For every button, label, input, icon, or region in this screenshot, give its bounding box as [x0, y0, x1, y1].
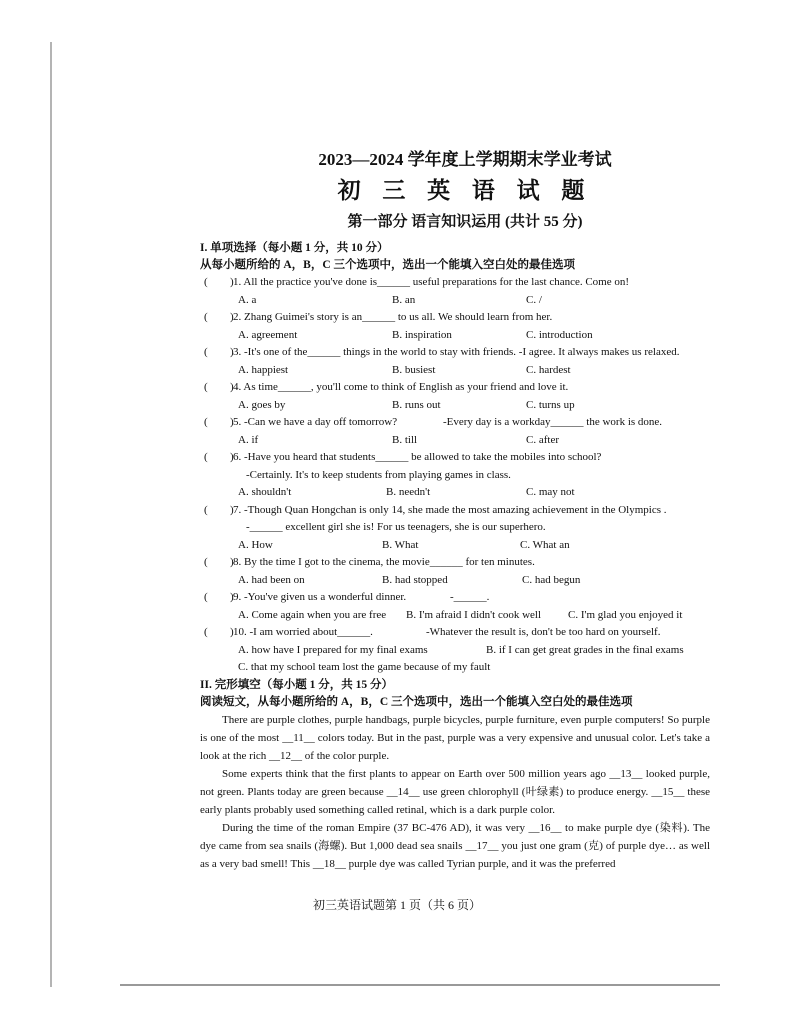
- option-b: B. I'm afraid I didn't cook well: [406, 608, 542, 621]
- question-row: [200, 624, 710, 642]
- option-b: B. needn't: [386, 486, 431, 498]
- answer-paren-close: ): [230, 416, 234, 428]
- question-stem: 4. As time______, you'll come to think of English as your friend and love it.: [233, 381, 569, 393]
- question-stem: 7. -Though Quan Hongchan is only 14, she made the most amazing achievement in the Olympics .: [233, 503, 667, 516]
- option-a: A. had been on: [238, 573, 305, 586]
- question-stem: 3. -It's one of the______ things in the world to stay with friends. -I agree. It always makes us relaxed.: [233, 346, 680, 358]
- answer-paren-open[interactable]: (: [204, 556, 208, 568]
- main-title: 初 三 英 语 试 题: [337, 178, 593, 203]
- passage-paragraph: Some experts think that the first plants to appear on Earth over 500 million years ago __13__ looked purple, not green. Plants today are green because __14__ use green chlorophyll (叶绿素) to produce energy. __15__ these early plants probably used something called retinal, which is a dark purple color.: [200, 767, 710, 816]
- option-b: B. runs out: [392, 398, 441, 411]
- section2-instruction: 阅读短文，从每小题所给的 A，B，C 三个选项中，选出一个能填入空白处的最佳选项: [200, 695, 633, 708]
- answer-paren-close: ): [230, 503, 234, 516]
- answer-paren-close: ): [230, 381, 234, 393]
- option-c: C. had begun: [522, 573, 581, 586]
- question-reply: -______ excellent girl she is! For us teenagers, she is our superhero.: [246, 521, 546, 533]
- option-b: B. inspiration: [392, 328, 452, 341]
- question-stem: 1. All the practice you've done is______ useful preparations for the last chance. Come on!: [233, 276, 630, 288]
- answer-paren-open[interactable]: (: [204, 503, 208, 516]
- question-row: [200, 379, 710, 397]
- cloze-passage: [200, 711, 710, 873]
- options-row: [200, 327, 710, 345]
- answer-paren-close: ): [230, 311, 234, 323]
- question-row: [200, 502, 710, 520]
- question-stem: 5. -Can we have a day off tomorrow?: [233, 416, 398, 428]
- question-row: [200, 414, 710, 432]
- option-b: B. had stopped: [382, 573, 448, 586]
- question-reply: -______.: [450, 591, 490, 603]
- option-c: C. after: [526, 433, 559, 446]
- option-a: A. How: [238, 538, 273, 551]
- option-a: A. Come again when you are free: [238, 608, 387, 621]
- question-row: [200, 449, 710, 467]
- question-row: [200, 309, 710, 327]
- scan-edge-bottom: [120, 984, 720, 986]
- question-row: [200, 589, 710, 607]
- answer-paren-open[interactable]: (: [204, 416, 208, 428]
- passage-paragraph: During the time of the roman Empire (37 BC-476 AD), it was very __16__ to make purple dye (染料). The dye came from sea snails (海螺). But 1,000 dead sea snails __17__ you just one gram (克) of purple dye… as well as a very bad smell! This __18__ purple dye was called Tyrian purple, and it was the preferred: [200, 821, 710, 870]
- options-row: [200, 397, 710, 415]
- answer-paren-close: ): [230, 346, 234, 358]
- options-row: [200, 484, 710, 502]
- answer-paren-open[interactable]: (: [204, 276, 208, 288]
- question-subline: [200, 467, 710, 485]
- option-a: A. happiest: [238, 363, 289, 376]
- scan-edge-left: [50, 42, 52, 987]
- option-c: C. introduction: [526, 328, 593, 341]
- answer-paren-open[interactable]: (: [204, 451, 208, 463]
- question-reply: -Every day is a workday______ the work is done.: [443, 416, 663, 428]
- options-row: [200, 642, 710, 660]
- question-stem: 10. -I am worried about______.: [233, 626, 373, 638]
- options-row: [200, 292, 710, 310]
- option-c: C. that my school team lost the game because of my fault: [238, 661, 491, 673]
- answer-paren-close: ): [230, 276, 234, 288]
- option-c: C. may not: [526, 486, 575, 498]
- answer-paren-close: ): [230, 451, 234, 463]
- answer-paren-open[interactable]: (: [204, 346, 208, 358]
- section1-instruction: 从每小题所给的 A，B，C 三个选项中，选出一个能填入空白处的最佳选项: [200, 259, 576, 271]
- option-b: B. if I can get great grades in the final exams: [486, 643, 684, 656]
- question-row: [200, 344, 710, 362]
- exam-content: [200, 148, 710, 873]
- option-a: A. a: [238, 293, 257, 306]
- option-a: A. how have I prepared for my final exams: [238, 643, 428, 656]
- answer-paren-open[interactable]: (: [204, 626, 208, 638]
- question-stem: 2. Zhang Guimei's story is an______ to us all. We should learn from her.: [233, 311, 553, 323]
- option-c: C. turns up: [526, 398, 575, 411]
- section1-title: I. 单项选择（每小题 1 分，共 10 分）: [200, 242, 389, 254]
- option-b: B. till: [392, 433, 418, 446]
- question-stem: 6. -Have you heard that students______ be allowed to take the mobiles into school?: [233, 451, 602, 463]
- answer-paren-close: ): [230, 556, 234, 568]
- option-a: A. agreement: [238, 328, 298, 341]
- option-b: B. an: [392, 293, 416, 306]
- option-b: B. What: [382, 538, 419, 551]
- question-row: [200, 274, 710, 292]
- option-a: A. shouldn't: [238, 486, 292, 498]
- option-c: C. What an: [520, 538, 570, 551]
- question-subline: [200, 519, 710, 537]
- answer-paren-open[interactable]: (: [204, 311, 208, 323]
- passage-paragraph: There are purple clothes, purple handbags, purple bicycles, purple furniture, even purple computers! So purple is one of the most __11__ colors today. But in the past, purple was a very expensive and unusual color. Let's take a look at the rich __12__ of the color purple.: [200, 713, 710, 762]
- option-b: B. busiest: [392, 363, 436, 376]
- answer-paren-open[interactable]: (: [204, 381, 208, 393]
- year-title: 2023—2024 学年度上学期期末学业考试: [318, 150, 612, 169]
- option-a: A. if: [238, 433, 259, 446]
- section2-title: II. 完形填空（每小题 1 分，共 15 分）: [200, 678, 393, 691]
- question-stem: 8. By the time I got to the cinema, the movie______ for ten minutes.: [233, 556, 535, 568]
- options-row: [200, 572, 710, 590]
- options-row: [200, 362, 710, 380]
- options-row: [200, 537, 710, 555]
- options-row: [200, 432, 710, 450]
- question-reply: -Certainly. It's to keep students from playing games in class.: [246, 468, 511, 481]
- options-row: [200, 607, 710, 625]
- answer-paren-open[interactable]: (: [204, 591, 208, 603]
- question-stem: 9. -You've given us a wonderful dinner.: [233, 591, 407, 603]
- answer-paren-close: ): [230, 626, 234, 638]
- question-reply: -Whatever the result is, don't be too hard on yourself.: [426, 626, 661, 638]
- page-footer: 初三英语试题第 1 页（共 6 页）: [312, 898, 481, 912]
- option-c: C. hardest: [526, 363, 571, 376]
- question-row: [200, 554, 710, 572]
- answer-paren-close: ): [230, 591, 234, 603]
- part-title: 第一部分 语言知识运用 (共计 55 分): [347, 214, 583, 230]
- options-row: [200, 659, 710, 677]
- option-c: C. /: [526, 293, 542, 306]
- option-a: A. goes by: [238, 398, 286, 411]
- option-c: C. I'm glad you enjoyed it: [568, 608, 683, 621]
